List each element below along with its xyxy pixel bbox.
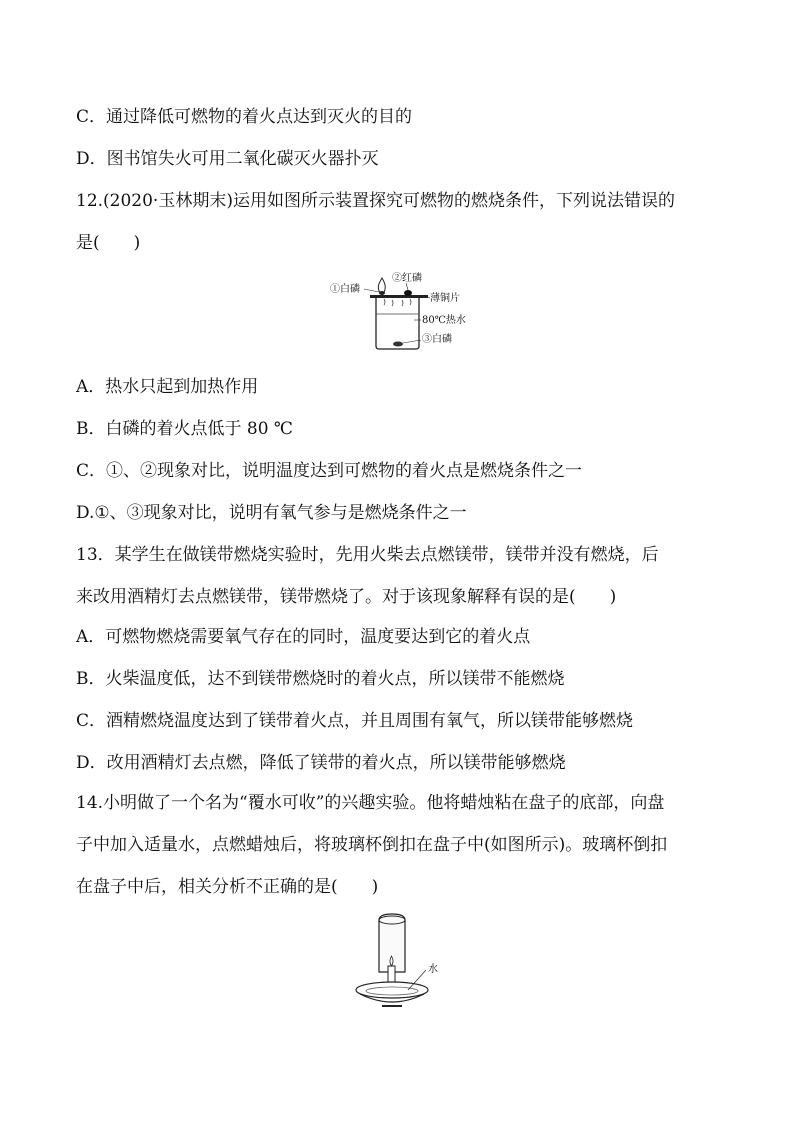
option-12b: B．白磷的着火点低于 80 ℃ (76, 419, 293, 439)
question-12-stem-line2: 是( ) (76, 233, 141, 253)
leader-line-1 (364, 289, 379, 292)
question-14-stem-line2: 子中加入适量水，点燃蜡烛后，将玻璃杯倒扣在盘子中(如图所示)。玻璃杯倒扣 (76, 835, 668, 855)
question-13-stem-line2: 来改用酒精灯去点燃镁带，镁带燃烧了。对于该现象解释有误的是( ) (76, 587, 617, 607)
label-white-phosphorus-3: ③白磷 (422, 334, 452, 345)
option-11d: D．图书馆失火可用二氧化碳灭火器扑灭 (76, 149, 379, 169)
question-14-stem-line3: 在盘子中后，相关分析不正确的是( ) (76, 877, 379, 897)
label-white-phosphorus-1: ①白磷 (330, 284, 360, 295)
option-13a: A．可燃物燃烧需要氧气存在的同时，温度要达到它的着火点 (76, 627, 531, 647)
label-hot-water: 80℃热水 (422, 315, 466, 326)
submerged-white-phosphorus (393, 342, 403, 347)
label-water: 水 (428, 964, 438, 975)
option-12c: C．①、②现象对比，说明温度达到可燃物的着火点是燃烧条件之一 (76, 461, 583, 481)
option-13b: B．火柴温度低，达不到镁带燃烧时的着火点，所以镁带不能燃烧 (76, 669, 565, 689)
option-13d: D．改用酒精灯去点燃，降低了镁带的着火点，所以镁带能够燃烧 (76, 753, 566, 773)
question-14-stem-line1: 14.小明做了一个名为“覆水可收”的兴趣实验。他将蜡烛粘在盘子的底部，向盘 (76, 793, 665, 813)
steam-lines (384, 299, 411, 306)
copper-sheet-shape (370, 295, 428, 298)
inverted-glass-figure (352, 910, 452, 1012)
label-red-phosphorus: ②红磷 (392, 273, 422, 284)
option-12a: A．热水只起到加热作用 (76, 377, 259, 397)
leader-line-2 (406, 283, 408, 290)
red-phosphorus-dot (404, 290, 412, 296)
white-phosphorus-dot (379, 291, 385, 295)
question-13-stem-line1: 13．某学生在做镁带燃烧实验时，先用火柴去点燃镁带，镁带并没有燃烧，后 (76, 545, 659, 565)
option-13c: C．酒精燃烧温度达到了镁带着火点，并且周围有氧气，所以镁带能够燃烧 (76, 711, 634, 731)
option-12d: D.①、③现象对比，说明有氧气参与是燃烧条件之一 (76, 503, 467, 523)
combustion-apparatus-figure (326, 268, 476, 354)
leader-line-5 (403, 340, 421, 343)
question-12-stem-line1: 12.(2020·玉林期末)运用如图所示装置探究可燃物的燃烧条件，下列说法错误的 (76, 191, 675, 211)
label-copper-sheet: 薄铜片 (430, 293, 460, 304)
option-11c: C．通过降低可燃物的着火点达到灭火的目的 (76, 107, 413, 127)
